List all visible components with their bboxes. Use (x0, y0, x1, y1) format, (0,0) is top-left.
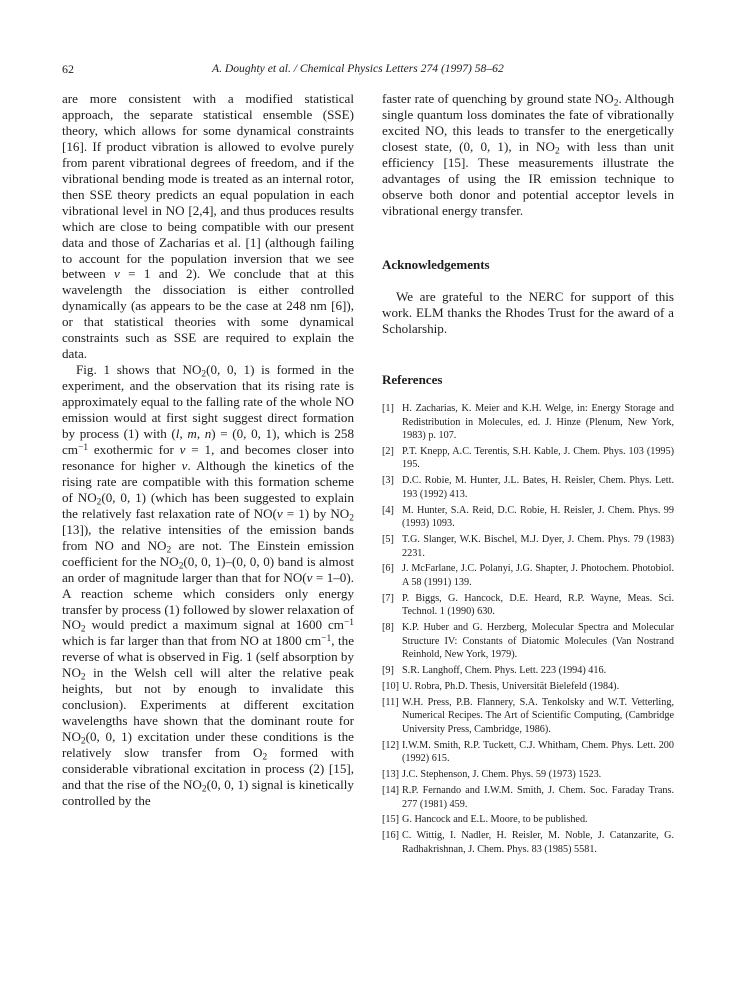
reference-text: I.W.M. Smith, R.P. Tuckett, C.J. Whitham, Chem. Phys. Lett. 200 (1992) 615. (402, 739, 674, 765)
paragraph-sse-theory: are more consistent with a modified statistical approach, the separate statistical ensemble (SSE) theory, which allows for some dynamical constraints [16]. If product vibration is allowed to evolve purely from parent vibrational degrees of freedom, and if the vibrational bending mode is treated as an internal rotor, then SSE theory predicts an equal population in each vibrational level in NO [2,4], and thus produces results which are close to being compatible with our present data and those of Zacharias et al. [1] (although failing to account for the population inversion that we see between v = 1 and 2). We conclude that at this wavelength the dissociation is either controlled dynamically (as appears to be the case at 248 nm [6]), or that statistical theories with some dynamical constraints such as SSE are required to explain the data. (62, 91, 354, 362)
reference-item (382, 813, 674, 827)
reference-number: [1] (382, 403, 394, 414)
paragraph-fig1-discussion: Fig. 1 shows that $NO_2(0$, 0, 1) is formed in the experiment, and the observation that its rising rate is approximately equal to the falling rate of the whole NO emission would at first sight suggest direct formation by process (1) with (l, m, n) = (0, 0, 1), which is 258 $cm^{-1}$ exothermic for v = 1, and becomes closer into resonance for higher v. Although the kinetics of the rising rate are compatible with this formation scheme of $NO_2(0$, 0, 1) (which has been suggested to explain the relatively fast relaxation rate of NO(v = 1) by $NO_2$ [13]), the relative intensities of the emission bands from NO and $NO_2$ are not. The Einstein emission coefficient for the $NO_2(0$, 0, 1)–(0, 0, 0) band is almost an order of magnitude larger than that for NO(v = 1–0). A reaction scheme which considers only energy transfer by process (1) followed by slower relaxation of $NO_2$ would predict a maximum signal at 1600 $cm^{-1}$ which is far larger than that from NO at 1800 $cm^{-1}$, the reverse of what is observed in Fig. 1 (self absorption by $NO_2$ in the Welsh cell will alter the relative peak heights, but not by enough to invalidate this conclusion). Experiments at different excitation wavelengths have shown that the dominant route for $NO_2(0$, 0, 1) excitation under these conditions is the relatively slow transfer from $O_2$ formed with considerable vibrational excitation in process (2) [15], and that the rise of the $NO_2(0$, 0, 1) signal is kinetically controlled by the (62, 362, 355, 808)
reference-text: S.R. Langhoff, Chem. Phys. Lett. 223 (1994) 416. (402, 665, 607, 677)
reference-text: H. Zacharias, K. Meier and K.H. Welge, in: Energy Storage and Redistribution in Molecules, ed. J. Hinze (Plenum, New York, 1983) p. 107. (402, 403, 674, 441)
reference-list (382, 402, 674, 859)
reference-item (382, 562, 674, 589)
reference-number: [3] (382, 475, 394, 487)
reference-text: G. Hancock and E.L. Moore, to be published. (402, 814, 588, 826)
reference-text: J.C. Stephenson, J. Chem. Phys. 59 (1973) 1523. (402, 769, 602, 781)
paragraph-quenching: faster rate of quenching by ground state $NO_2$. Although single quantum loss dominates the fate of vibrationally excited NO, this leads to transfer to the energetically closest state, (0, 0, 1), in $NO_2$ with less than unit efficiency [15]. These measurements illustrate the advantages of using the IR emission technique to observe both donor and potential acceptor levels in vibrational energy transfer. (382, 91, 674, 218)
reference-text: C. Wittig, I. Nadler, H. Reisler, M. Noble, J. Catanzarite, G. Radhakrishnan, J. Chem. Phys. 83 (1985) 5581. (402, 830, 674, 855)
reference-item (382, 664, 674, 678)
running-title: A. Doughty et al. / Chemical Physics Letters 274 (1997) 58–62 (212, 62, 504, 75)
reference-item (382, 680, 674, 694)
reference-item (382, 445, 674, 472)
reference-item (382, 696, 674, 737)
reference-text: M. Hunter, S.A. Reid, D.C. Robie, H. Reisler, J. Chem. Phys. 99 (1993) 1093. (402, 504, 674, 530)
reference-text: W.H. Press, P.B. Flannery, S.A. Tenkolsky and W.T. Vetterling, Numerical Recipes. The Art of Scientific Computing, (Cambridge University Press, Cambridge, 1986). (402, 696, 674, 735)
reference-number: [5] (382, 534, 394, 546)
left-column (62, 91, 354, 809)
reference-text: P.T. Knepp, A.C. Terentis, S.H. Kable, J. Chem. Phys. 103 (1995) 195. (402, 445, 674, 471)
reference-item (382, 829, 674, 856)
reference-text: R.P. Fernando and I.W.M. Smith, J. Chem. Soc. Faraday Trans. 277 (1981) 459. (402, 785, 674, 810)
reference-number: [16] (382, 830, 399, 842)
reference-number: [7] (382, 592, 394, 604)
reference-item (382, 784, 674, 811)
reference-text: U. Robra, Ph.D. Thesis, Universität Bielefeld (1984). (402, 681, 620, 693)
reference-text: T.G. Slanger, W.K. Bischel, M.J. Dyer, J. Chem. Phys. 79 (1983) 2231. (402, 534, 674, 559)
reference-item (382, 533, 674, 560)
reference-number: [6] (382, 563, 394, 575)
reference-number: [14] (382, 785, 399, 797)
reference-item (382, 592, 674, 619)
reference-number: [13] (382, 769, 399, 781)
reference-item (382, 739, 674, 766)
page-header (62, 62, 670, 78)
reference-number: [2] (382, 445, 394, 457)
reference-number: [9] (382, 665, 394, 677)
reference-text: P. Biggs, G. Hancock, D.E. Heard, R.P. Wayne, Meas. Sci. Technol. 1 (1990) 630. (402, 592, 674, 618)
reference-number: [11] (382, 696, 399, 708)
reference-item (382, 474, 674, 501)
right-column (382, 91, 674, 855)
reference-number: [10] (382, 681, 399, 693)
reference-text: K.P. Huber and G. Herzberg, Molecular Spectra and Molecular Structure IV: Constants of Diatomic Molecules (Van Nostrand Reinhold, New York, 1979). (402, 622, 674, 661)
reference-item (382, 504, 674, 531)
reference-text: J. McFarlane, J.C. Polanyi, J.G. Shapter, J. Photochem. Photobiol. A 58 (1991) 139. (402, 563, 674, 588)
reference-number: [4] (382, 504, 394, 516)
acknowledgements-heading: Acknowledgements (382, 257, 490, 272)
acknowledgements-text: We are grateful to the NERC for support of this work. ELM thanks the Rhodes Trust for the award of a Scholarship. (382, 289, 674, 336)
reference-number: [8] (382, 622, 394, 634)
reference-item (382, 768, 674, 782)
reference-number: [15] (382, 814, 399, 826)
reference-item (382, 621, 674, 662)
reference-item (382, 402, 674, 443)
reference-number: [12] (382, 739, 399, 751)
page-number: 62 (62, 62, 74, 76)
reference-text: D.C. Robie, M. Hunter, J.L. Bates, H. Reisler, Chem. Phys. Lett. 193 (1992) 413. (402, 475, 674, 500)
references-heading: References (382, 372, 443, 387)
